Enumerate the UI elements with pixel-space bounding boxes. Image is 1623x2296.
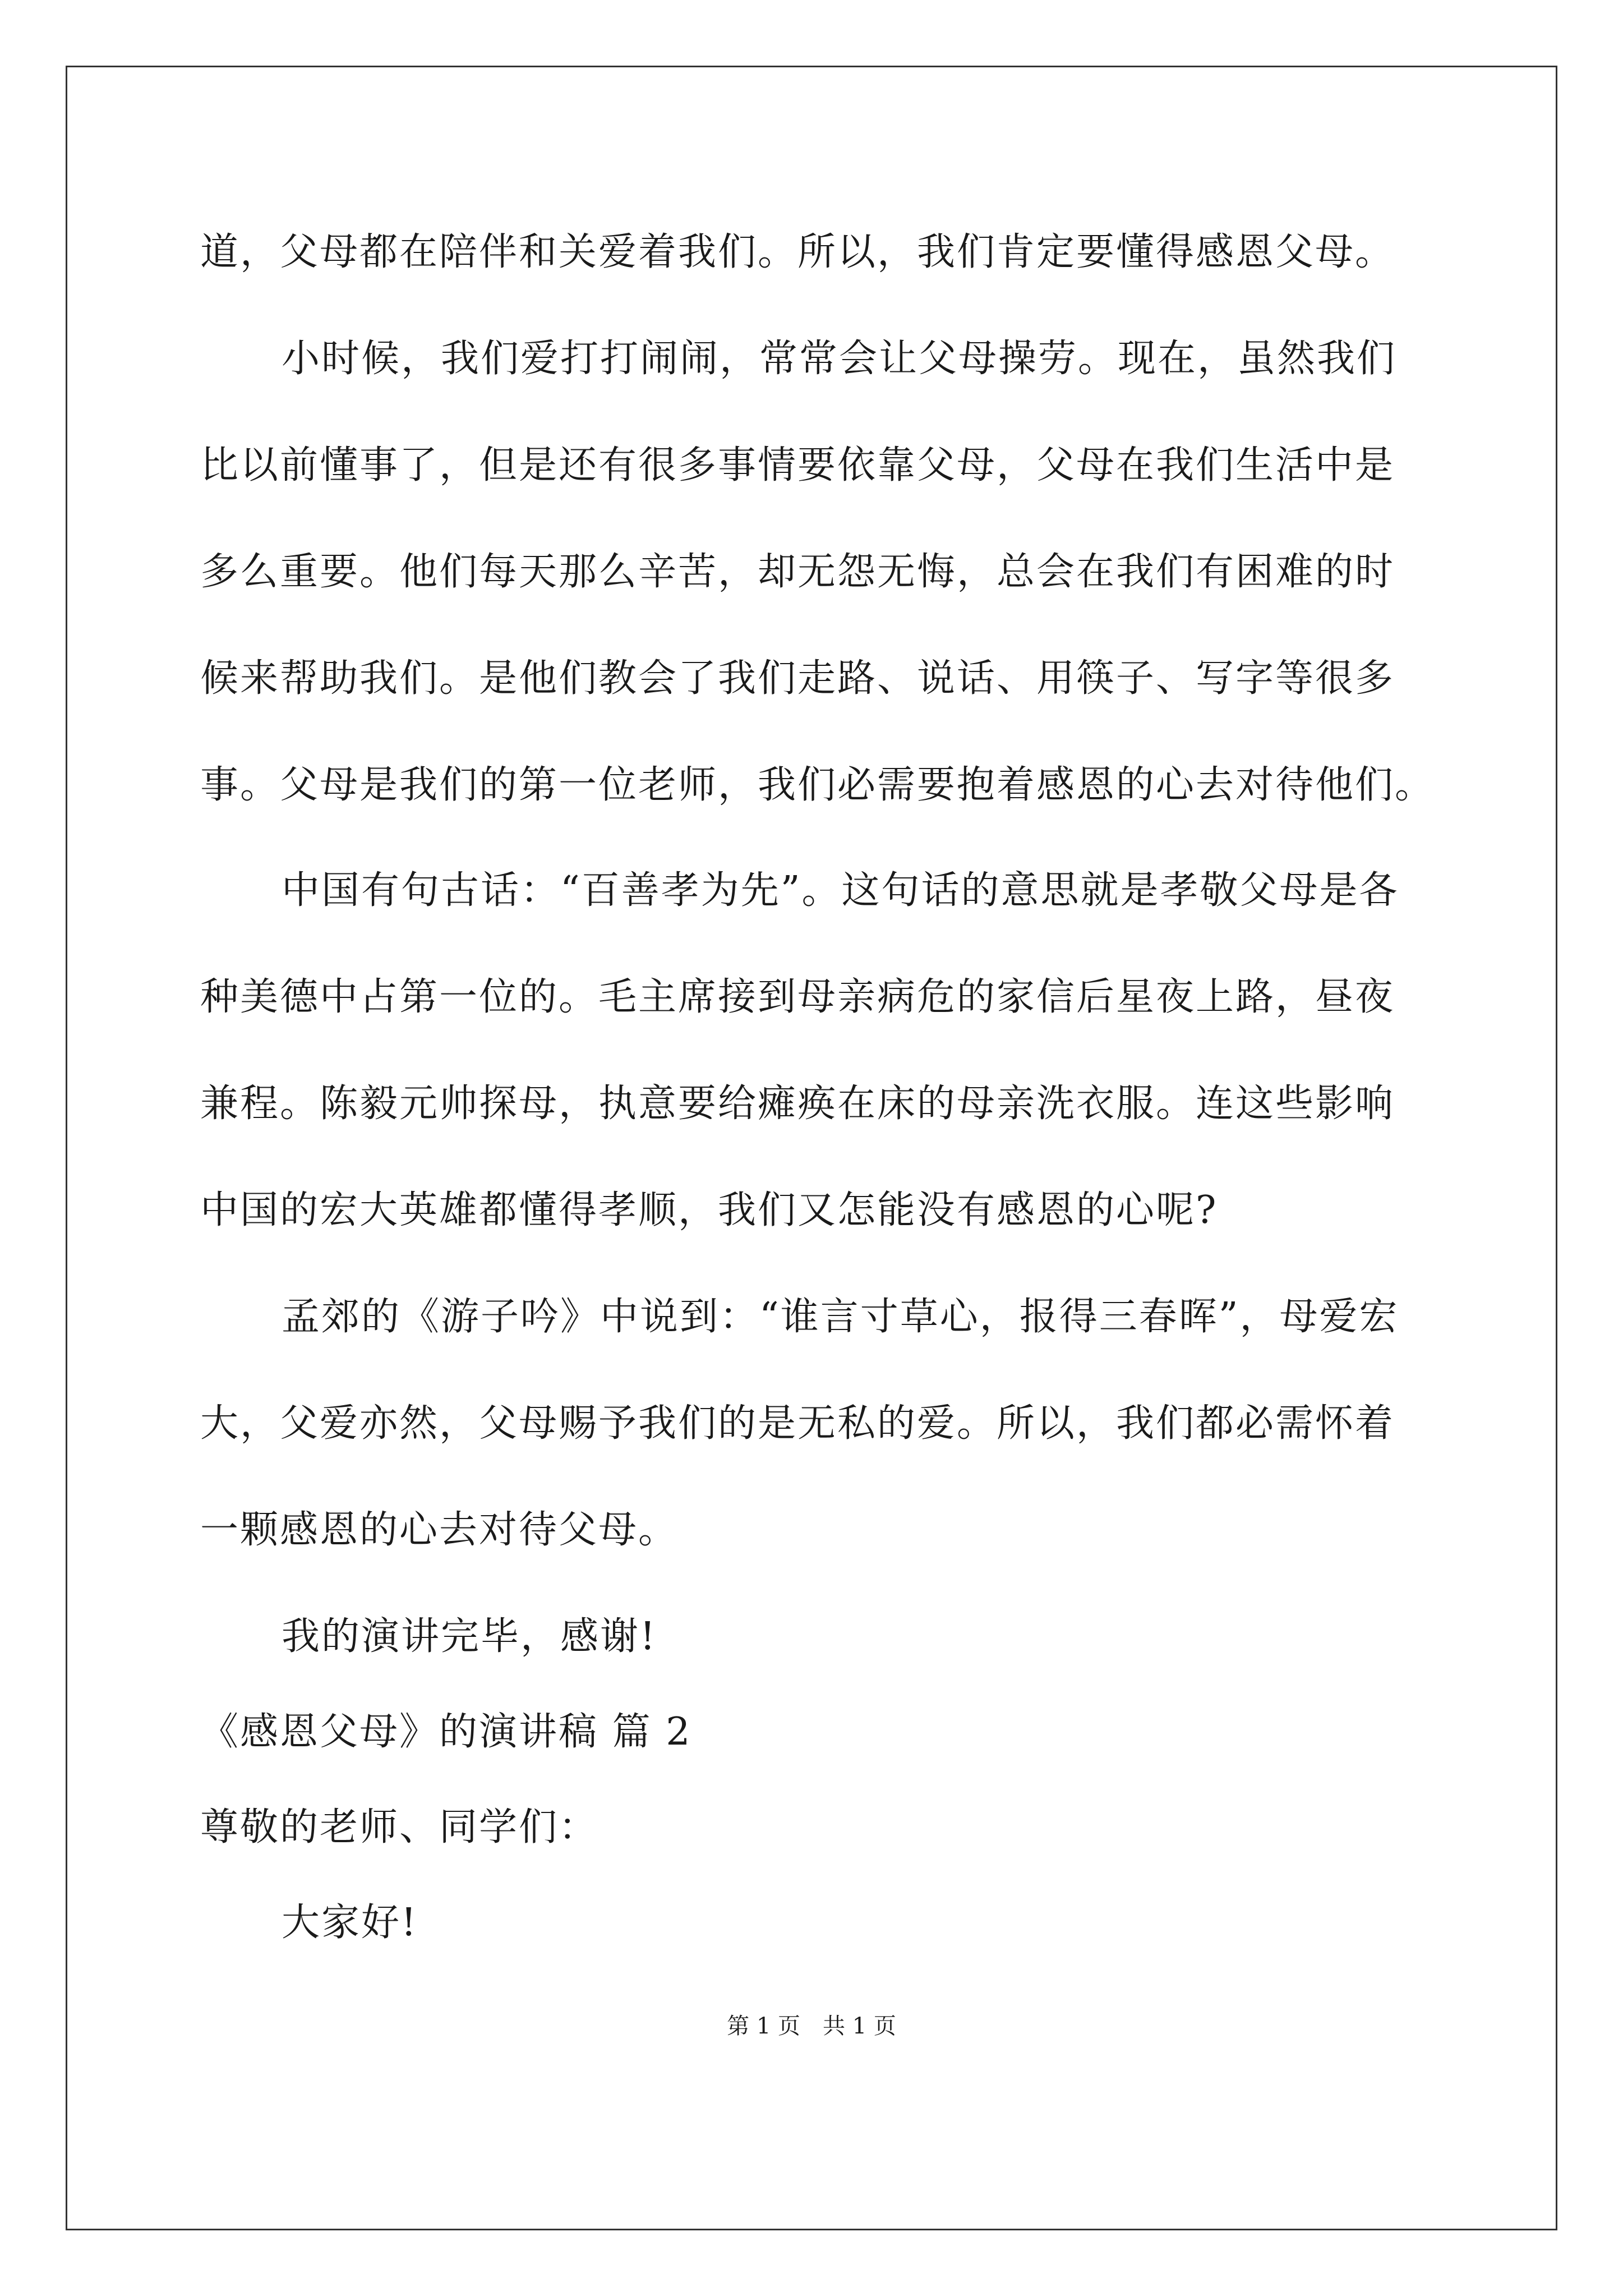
page-footer: 第 1 页 共 1 页	[727, 2013, 896, 2039]
greeting: 大家好!	[282, 1901, 418, 1945]
paragraph-line: 中国的宏大英雄都懂得孝顺，我们又怎能没有感恩的心呢?	[200, 1188, 1218, 1232]
paragraph-line: 候来帮助我们。是他们教会了我们走路、说话、用筷子、写字等很多	[200, 656, 1395, 701]
paragraph-line: 道，父母都在陪伴和关爱着我们。所以，我们肯定要懂得感恩父母。	[200, 230, 1395, 274]
paragraph-line: 小时候，我们爱打打闹闹，常常会让父母操劳。现在，虽然我们	[282, 337, 1397, 381]
paragraph-line: 多么重要。他们每天那么辛苦，却无怨无悔，总会在我们有困难的时	[200, 550, 1395, 594]
paragraph-line: 比以前懂事了，但是还有很多事情要依靠父母，父母在我们生活中是	[200, 443, 1395, 487]
paragraph-line: 一颗感恩的心去对待父母。	[200, 1508, 679, 1552]
paragraph-line: 大，父爱亦然，父母赐予我们的是无私的爱。所以，我们都必需怀着	[200, 1401, 1395, 1446]
paragraph-line: 兼程。陈毅元帅探母，执意要给瘫痪在床的母亲洗衣服。连这些影响	[200, 1082, 1395, 1126]
paragraph-line: 中国有句古话：“百善孝为先”。这句话的意思就是孝敬父母是各	[282, 868, 1399, 913]
section-heading: 《感恩父母》的演讲稿 篇 2	[200, 1710, 692, 1754]
paragraph-line: 孟郊的《游子吟》中说到：“谁言寸草心，报得三春晖”，母爱宏	[282, 1295, 1399, 1339]
paragraph-line: 种美德中占第一位的。毛主席接到母亲病危的家信后星夜上路，昼夜	[200, 975, 1395, 1019]
paragraph-line: 我的演讲完毕，感谢!	[282, 1614, 657, 1659]
salutation: 尊敬的老师、同学们：	[200, 1805, 599, 1849]
paragraph-line: 事。父母是我们的第一位老师，我们必需要抱着感恩的心去对待他们。	[200, 763, 1435, 807]
